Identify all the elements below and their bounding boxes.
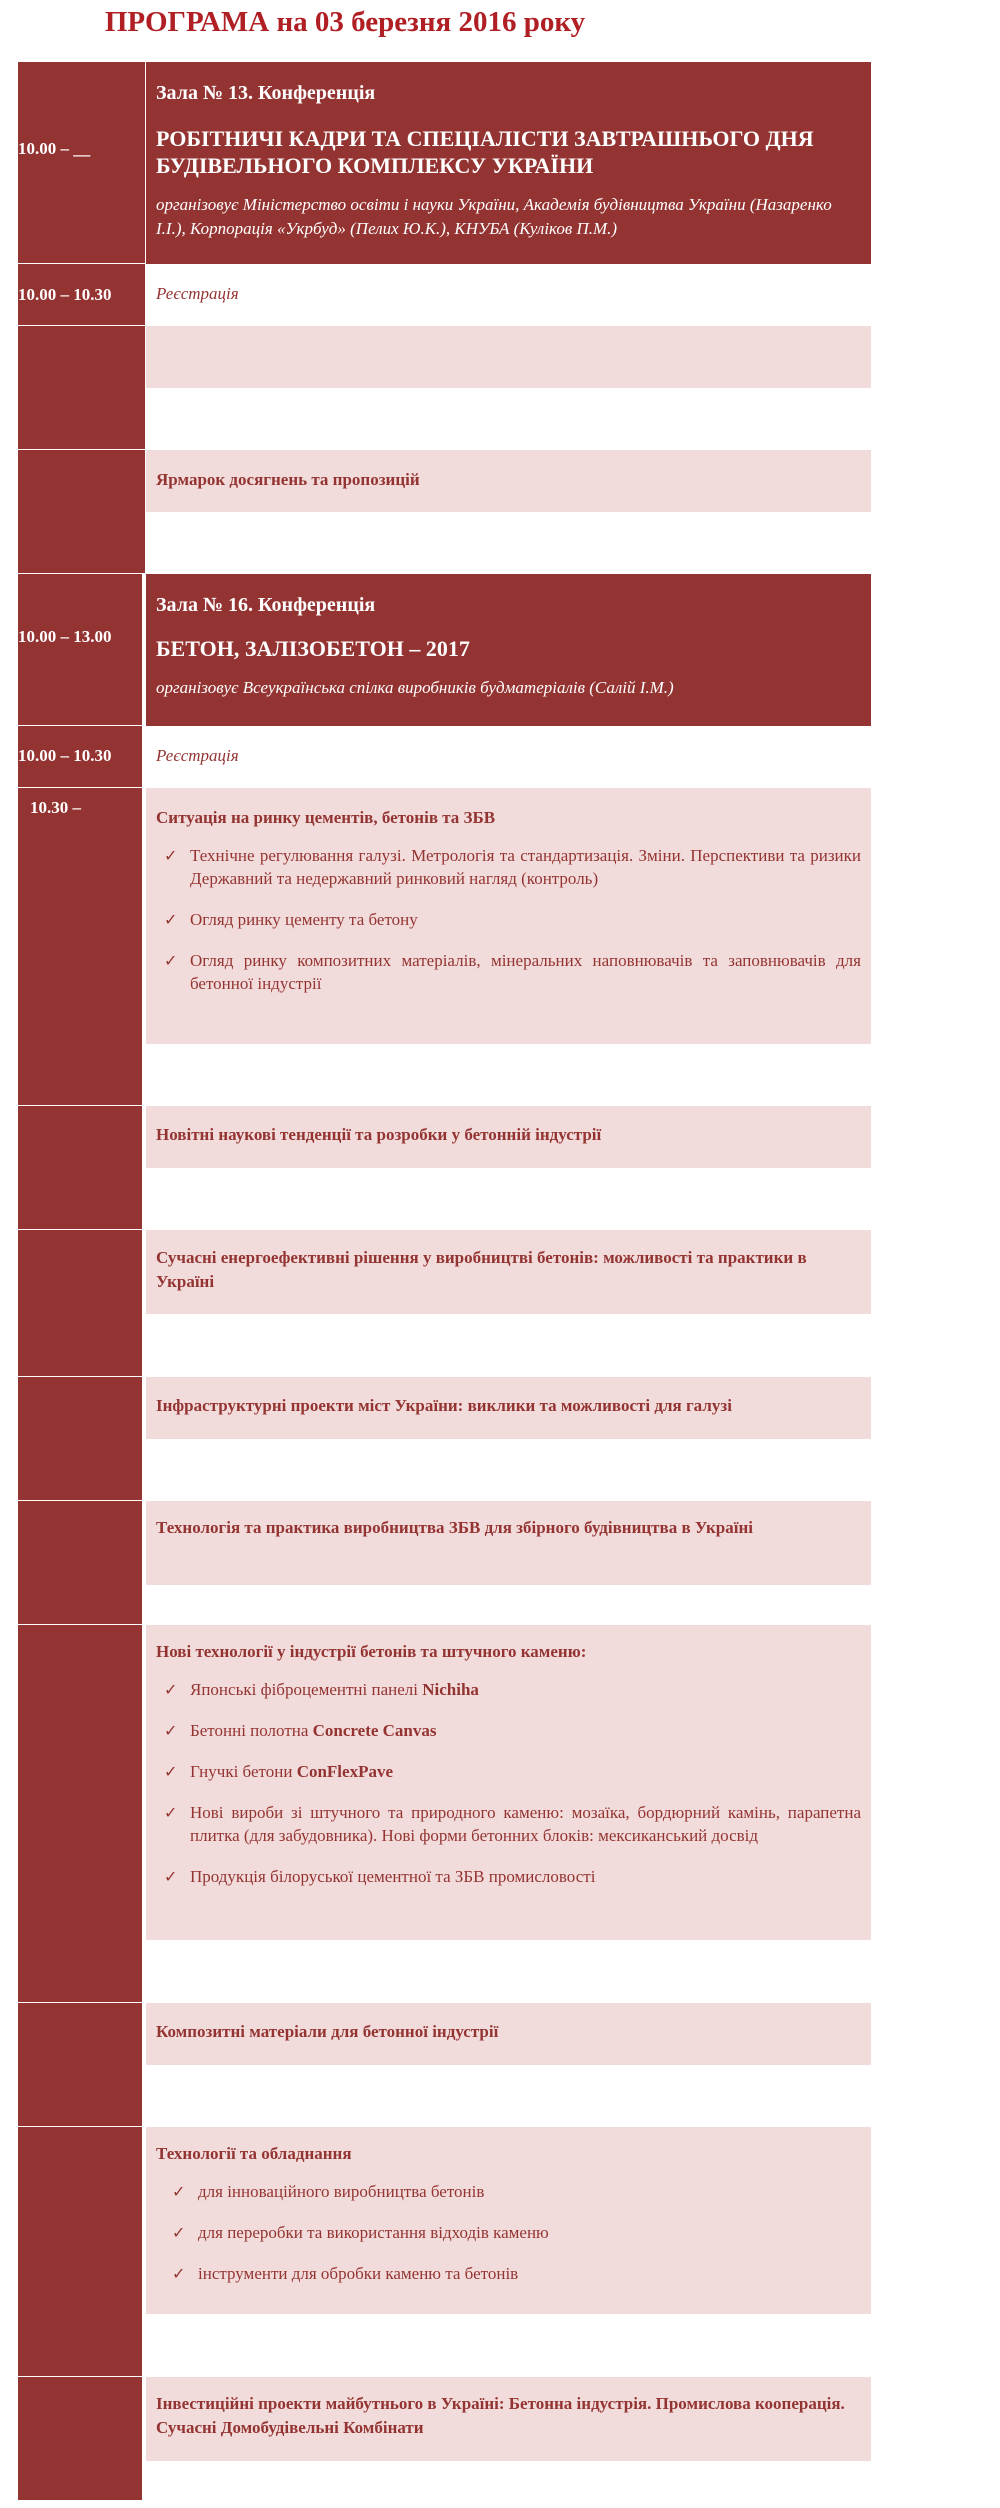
session-9-row: [18, 2377, 871, 2501]
session-6-row: [18, 1625, 871, 2003]
session-3-left: [18, 1230, 146, 1377]
hall13-reg-time-cell: [18, 264, 146, 326]
session-7-title: Композитні матеріали для бетонної індустрії: [156, 2022, 499, 2041]
session-2-title: Новітні наукові тенденції та розробки у бетонній індустрії: [156, 1125, 602, 1144]
hall13-fair-left: [18, 450, 146, 574]
session-9-title: Інвестиційні проекти майбутнього в Україні: Бетонна індустрія. Промислова кооперація. Сучасні Домобудівельні Комбінати: [156, 2394, 845, 2437]
session-1-title: Ситуація на ринку цементів, бетонів та ЗБВ: [156, 808, 496, 827]
check-icon: ✓: [164, 1867, 178, 1886]
session-time: 10.30 –: [30, 798, 81, 817]
session-5-row: [18, 1501, 871, 1625]
session-6-list: [146, 1678, 871, 1888]
hall13-fair-row: [18, 450, 871, 574]
hall13-reg-time: 10.00 – 10.30: [18, 285, 112, 304]
hall13-empty-cell: [146, 326, 871, 450]
session-7-left: [18, 2003, 146, 2127]
list-item: ✓ Технічне регулювання галузі. Метрологія та стандартизація. Зміни. Перспективи та ризики Державний та недержавний ринковий нагляд (контроль): [164, 846, 861, 888]
session-5-left: [18, 1501, 146, 1625]
session-9-cell: [146, 2377, 871, 2501]
check-icon: ✓: [164, 910, 178, 929]
check-icon: ✓: [164, 846, 178, 865]
list-item: ✓ Гнучкі бетони ConFlexPave: [164, 1762, 394, 1781]
hall16-conference-title: БЕТОН, ЗАЛІЗОБЕТОН – 2017: [156, 636, 470, 661]
hall13-conference-title: РОБІТНИЧІ КАДРИ ТА СПЕЦІАЛІСТИ ЗАВТРАШНЬОГО ДНЯ БУДІВЕЛЬНОГО КОМПЛЕКСУ УКРАЇНИ: [156, 126, 814, 178]
hall13-hall-label: Зала № 13. Конференція: [156, 82, 376, 104]
session-4-cell: [146, 1377, 871, 1501]
hall16-reg-cell: [146, 726, 871, 788]
session-3-row: [18, 1230, 871, 1377]
hall13-header-row: [18, 62, 871, 264]
session-1-cell: [146, 788, 871, 1106]
list-item: ✓ інструменти для обробки каменю та бетонів: [172, 2264, 519, 2283]
session-8-row: [18, 2127, 871, 2377]
hall16-organizer: організовує Всеукраїнська спілка виробників будматеріалів (Салій І.М.): [156, 678, 674, 697]
hall13-organizer: організовує Міністерство освіти і науки України, Академія будівництва України (Назаренко І.І.), Корпорація «Укрбуд» (Пелих Ю.К.), КНУБА (Куліков П.М.): [156, 195, 832, 238]
hall16-reg-time-cell: [18, 726, 146, 788]
check-icon: ✓: [164, 1762, 178, 1781]
check-icon: ✓: [172, 2223, 186, 2242]
session-4-title: Інфраструктурні проекти міст України: виклики та можливості для галузі: [156, 1396, 732, 1415]
session-5-title: Технологія та практика виробництва ЗБВ для збірного будівництва в Україні: [156, 1518, 753, 1537]
session-5-cell: [146, 1501, 871, 1625]
session-4-left: [18, 1377, 146, 1501]
hall13-reg-cell: [146, 264, 871, 326]
check-icon: ✓: [172, 2182, 186, 2201]
list-item: ✓ Огляд ринку композитних матеріалів, мінеральних наповнювачів та заповнювачів для бетонної індустрії: [164, 951, 861, 993]
session-6-cell: [146, 1625, 871, 2003]
check-icon: ✓: [164, 1680, 178, 1699]
session-9-left: [18, 2377, 146, 2501]
list-item: ✓ Огляд ринку цементу та бетону: [164, 910, 418, 929]
session-2-left: [18, 1106, 146, 1230]
session-6-left: [18, 1625, 146, 2003]
session-2-row: [18, 1106, 871, 1230]
hall13-reg-label: Реєстрація: [156, 284, 239, 303]
list-item: ✓ для інноваційного виробництва бетонів: [172, 2182, 485, 2201]
session-6-title: Нові технології у індустрії бетонів та штучного каменю:: [156, 1642, 587, 1661]
hall16-reg-time: 10.00 – 10.30: [18, 746, 112, 765]
check-icon: ✓: [164, 1721, 178, 1740]
session-8-list: [146, 2180, 871, 2285]
check-icon: ✓: [172, 2264, 186, 2283]
hall13-empty-row: [18, 326, 871, 450]
list-item: ✓ Бетонні полотна Concrete Canvas: [164, 1721, 437, 1740]
hall16-time-cell: [18, 574, 146, 726]
hall16-hall-label: Зала № 16. Конференція: [156, 594, 376, 616]
hall16-header-cell: [146, 574, 871, 726]
session-1-list: [146, 844, 871, 995]
session-7-row: [18, 2003, 871, 2127]
list-item: ✓ для переробки та використання відходів каменю: [172, 2223, 549, 2242]
hall13-empty-left: [18, 326, 146, 450]
session-8-title: Технології та обладнання: [156, 2144, 352, 2163]
program-table: [18, 62, 871, 2501]
hall16-header-row: [18, 574, 871, 726]
list-item: ✓ Нові вироби зі штучного та природного каменю: мозаїка, бордюрний камінь, парапетна плитка (для забудовника). Нові форми бетонних блоків: мексиканський досвід: [164, 1803, 861, 1845]
hall16-reg-label: Реєстрація: [156, 746, 239, 765]
session-7-cell: [146, 2003, 871, 2127]
hall13-header-cell: [146, 62, 871, 264]
session-time-cell: [18, 788, 146, 1106]
hall13-time-cell: [18, 62, 146, 264]
hall16-registration-row: [18, 726, 871, 788]
list-item: ✓ Японські фіброцементні панелі Nichiha: [164, 1680, 479, 1699]
hall16-time: 10.00 – 13.00: [18, 627, 112, 646]
hall13-registration-row: [18, 264, 871, 326]
session-8-cell: [146, 2127, 871, 2377]
session-3-cell: [146, 1230, 871, 1377]
hall13-fair-cell: [146, 450, 871, 574]
hall13-time: 10.00 – __: [18, 139, 91, 158]
session-1-row: [18, 788, 871, 1106]
session-2-cell: [146, 1106, 871, 1230]
check-icon: ✓: [164, 1803, 178, 1822]
list-item: ✓ Продукція білоруської цементної та ЗБВ промисловості: [164, 1867, 596, 1886]
page-title: ПРОГРАМА на 03 березня 2016 року: [104, 6, 586, 38]
hall13-fair-title: Ярмарок досягнень та пропозицій: [156, 470, 420, 489]
session-4-row: [18, 1377, 871, 1501]
session-8-left: [18, 2127, 146, 2377]
check-icon: ✓: [164, 951, 178, 970]
session-3-title: Сучасні енергоефективні рішення у виробництві бетонів: можливості та практики в Україні: [156, 1248, 807, 1291]
